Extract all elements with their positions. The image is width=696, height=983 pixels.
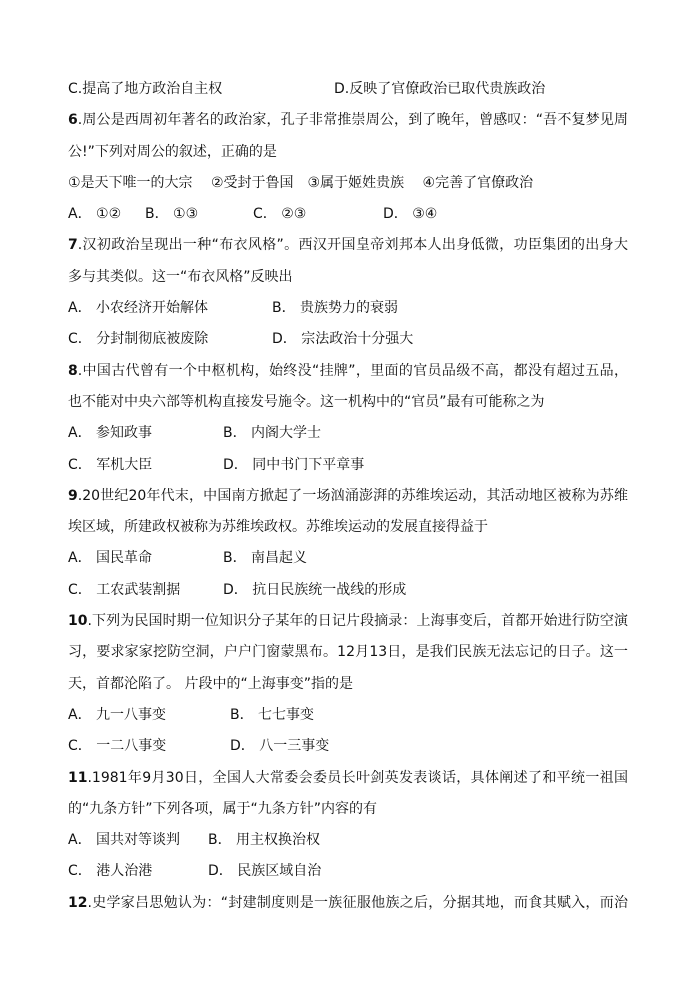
q10-options-cd	[68, 731, 628, 762]
q11-stem-line-1	[68, 763, 628, 794]
q7-number: 7	[68, 237, 78, 254]
q8-option-d: D． 同中书门下平章事	[223, 456, 365, 473]
q10-stem-text-1: .下列为民国时期一位知识分子某年的日记片段摘录：上海事变后，首都开始进行防空演	[87, 613, 628, 630]
q6-items: ①是天下唯一的大宗 ②受封于鲁国 ③属于姬姓贵族 ④完善了官僚政治	[68, 174, 534, 191]
q9-number: 9	[68, 487, 78, 504]
q8-option-a: A． 参知政事	[68, 425, 153, 442]
q10-stem-line-3: 天，首都沦陷了。 片段中的“上海事变”指的是	[68, 675, 353, 692]
q10-option-b: B． 七七事变	[230, 706, 315, 723]
q6-options	[68, 199, 628, 230]
q12-stem-text-1: .史学家吕思勉认为：“封建制度则是一族征服他族之后，分据其地，而食其赋入，而治	[87, 894, 628, 911]
q8-stem-line-2: 也不能对中央六部等机构直接发号施令。这一机构中的“官员”最有可能称之为	[68, 393, 545, 410]
q10-options-ab	[68, 700, 628, 731]
q6-stem-text-1: .周公是西周初年著名的政治家，孔子非常推崇周公，到了晚年，曾感叹：“吾不复梦见周	[77, 112, 628, 129]
q9-option-b: B． 南昌起义	[223, 550, 308, 567]
q6-option-d: D． ③④	[383, 206, 438, 223]
q9-stem-text-1: .20世纪20年代末，中国南方掀起了一场汹涌澎湃的苏维埃运动，其活动地区被称为苏维	[77, 487, 628, 504]
q9-option-c: C． 工农武装割据	[68, 581, 181, 598]
q8-option-c: C． 军机大臣	[68, 456, 153, 473]
q8-options-ab	[68, 418, 628, 449]
q10-option-c: C． 一二八事变	[68, 738, 167, 755]
q7-option-c: C． 分封制彻底被废除	[68, 331, 209, 348]
q11-option-b: B． 用主权换治权	[208, 832, 321, 849]
q7-stem-line-2: 多与其类似。这一“布衣风格”反映出	[68, 268, 293, 285]
q6-option-b: B． ①③	[145, 206, 199, 223]
q11-option-d: D． 民族区域自治	[208, 863, 322, 880]
q11-options-ab	[68, 825, 628, 856]
q10-option-a: A． 九一八事变	[68, 706, 167, 723]
q8-stem-line-1	[68, 356, 628, 387]
q10-stem-line-2: 习，要求家家挖防空洞，户户门窗蒙黑布。12月13日，是我们民族无法忘记的日子。这一	[68, 644, 628, 661]
q5-option-d: D.反映了官僚政治已取代贵族政治	[334, 81, 546, 97]
q11-option-c: C． 港人治港	[68, 863, 153, 880]
q6-stem-line-2: 公!”下列对周公的叙述，正确的是	[68, 143, 277, 160]
q5-option-c: C.提高了地方政治自主权	[68, 81, 223, 97]
q6-option-a: A． ①②	[68, 206, 122, 223]
q6-stem-line-1	[68, 105, 628, 136]
q11-stem-line-2: 的“九条方针”下列各项，属于“九条方针”内容的有	[68, 800, 378, 817]
q12-stem-line-1	[68, 888, 628, 919]
q10-option-d: D． 八一三事变	[230, 738, 330, 755]
q9-options-ab	[68, 543, 628, 574]
q8-stem-text-1: .中国古代曾有一个中枢机构，始终没“挂牌”，里面的官员品级不高，都没有超过五品，	[77, 362, 628, 379]
q10-number: 10	[68, 613, 88, 630]
q11-stem-text-1: .1981年9月30日，全国人大常委会委员长叶剑英发表谈话，具体阐述了和平统一祖国	[87, 769, 628, 786]
q6-option-c: C． ②③	[253, 206, 307, 223]
q12-number: 12	[68, 894, 88, 911]
q5-options-cd	[68, 74, 628, 105]
q8-options-cd	[68, 450, 628, 481]
q6-number: 6	[68, 112, 78, 129]
q7-options-ab	[68, 293, 628, 324]
q10-stem-line-1	[68, 606, 628, 637]
exam-page	[68, 74, 628, 919]
q8-number: 8	[68, 362, 78, 379]
q9-options-cd	[68, 575, 628, 606]
q11-options-cd	[68, 856, 628, 887]
q11-number: 11	[68, 769, 88, 786]
q9-stem-line-1	[68, 481, 628, 512]
q9-stem-line-2: 埃区域，所建政权被称为苏维埃政权。苏维埃运动的发展直接得益于	[68, 519, 488, 536]
q9-option-a: A． 国民革命	[68, 550, 153, 567]
q7-stem-line-1	[68, 230, 628, 261]
q7-options-cd	[68, 324, 628, 355]
q7-option-a: A． 小农经济开始解体	[68, 300, 209, 317]
q9-option-d: D． 抗日民族统一战线的形成	[223, 581, 407, 598]
q7-option-d: D． 宗法政治十分强大	[272, 331, 414, 348]
q8-option-b: B． 内阁大学士	[223, 425, 322, 442]
q7-option-b: B． 贵族势力的衰弱	[272, 300, 399, 317]
q11-option-a: A． 国共对等谈判	[68, 832, 181, 849]
q7-stem-text-1: .汉初政治呈现出一种“布衣风格”。西汉开国皇帝刘邦本人出身低微，功臣集团的出身大	[77, 237, 628, 254]
